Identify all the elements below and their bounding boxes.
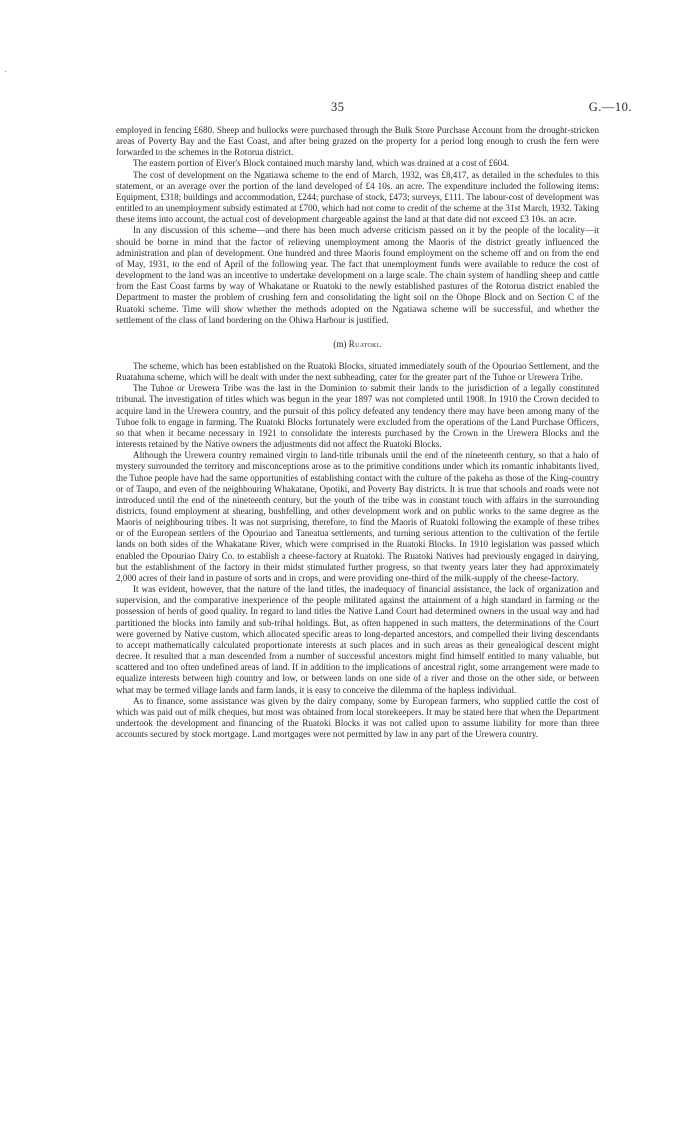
scan-speck <box>5 71 6 72</box>
paragraph: It was evident, however, that the nature of the land titles, the inadequacy of financial assistance, the lack of organization and supervision, and the comparative inexperience of the people militated against the attainment of a high standard in farming or the possession of herds of good quality. In regard to land titles the Native Land Court had determined owners in the usual way and had partitioned the blocks into family and sub-tribal holdings. But, as often happened in such matters, the determinations of the Court were governed by Native custom, which allocated specific areas to long-departed ancestors, and compelled their living descendants to accept mathematically calculated proportionate interests at such places and in such areas as their genealogical descent might decree. It resulted that a man descended from a number of successful ancestors might find himself entitled to many valuable, but scattered and too often undefined areas of land. If in addition to the implications of ancestral right, some arrangement were made to equalize interests between high country and low, or between lands on one side of a river and those on the other side, or between what may be termed village lands and farm lands, it is easy to conceive the dilemma of the hapless individual. <box>116 584 599 695</box>
paragraph: employed in fencing £680. Sheep and bullocks were purchased through the Bulk Store Purchase Account from the drought-stricken areas of Poverty Bay and the East Coast, and after being grazed on the property for a period long enough to crush the fern were forwarded to the schemes in the Rotorua district. <box>116 125 599 158</box>
paragraph: The eastern portion of Eiver's Block contained much marshy land, which was drained at a cost of £604. <box>133 158 510 169</box>
paragraph: The scheme, which has been established on the Ruatoki Blocks, situated immediately south of the Opouriao Settlement, and the Ruatahuna scheme, which will be dealt with under the next subheading, cater for the greater part of the Tuhoe or Urewera Tribe. <box>116 360 599 383</box>
paragraph: As to finance, some assistance was given by the dairy company, some by European farmers, who supplied cattle the cost of which was paid out of milk cheques, but most was obtained from local storekeepers. It may be stated here that when the Department undertook the development and financing of the Ruatoki Blocks it was not called upon to assume liability for more than three accounts secured by stock mortgage. Land mortgages were not permitted by law in any part of the Urewera country. <box>116 695 599 740</box>
page-header <box>0 100 700 116</box>
document-code: G.—10. <box>588 100 632 114</box>
paragraph: In any discussion of this scheme—and there has been much adverse criticism passed on it by the people of the locality—it should be borne in mind that the factor of relieving unemployment among the Maoris of the district greatly influenced the administration and plan of development. One hundred and three Maoris found employment on the scheme off and on from the end of May, 1931, to the end of April of the following year. The fact that unemployment funds were available to reduce the cost of development to the land was an incentive to undertake development on a large scale. The chain system of handling sheep and cattle from the East Coast farms by way of Whakatane or Ruatoki to the newly established pastures of the Rotorua district enabled the Department to master the problem of crushing fern and consolidating the light soil on the Ohope Block and on Section C of the Ruatoki scheme. Time will show whether the methods adopted on the Ngatiawa scheme will be successful, and whether the settlement of the class of land bordering on the Ohiwa Harbour is justified. <box>116 225 599 325</box>
section-heading <box>116 339 599 350</box>
section-heading-prefix: (m) <box>333 338 347 349</box>
body-text <box>116 125 599 740</box>
section-heading-title: Ruatoki. <box>348 338 382 349</box>
paragraph: Although the Urewera country remained virgin to land-title tribunals until the end of the nineteenth century, so that a halo of mystery surrounded the territory and misconceptions arose as to the primitive conditions under which its romantic inhabitants lived, the Tuhoe people have had the same opportunities of establishing contact with the culture of the pakeha as those of the King-country or of Taupo, and even of the neighbouring Whakatane, Opotiki, and Poverty Bay districts. It is true that schools and roads were not introduced until the end of the nineteenth century, but the youth of the tribe was in constant touch with affairs in the surrounding districts, found employment at shearing, bushfelling, and other development work and on public works to the same degree as the Maoris of neighbouring tribes. It was not surprising, therefore, to find the Maoris of Ruatoki following the example of these tribes or of the European settlers of the Opouriao and Taneatua settlements, and turning serious attention to the cultivation of the fertile lands on both sides of the Whakatane River, which were comprised in the Ruatoki Blocks. In 1910 legislation was passed which enabled the Opouriao Dairy Co. to establish a cheese-factory at Ruatoki. The Ruatoki Natives had previously engaged in dairying, but the establishment of the factory in their midst stimulated further progress, so that twenty years later they had approximately 2,000 acres of their land in pasture of sorts and in crops, and were providing one-third of the milk-supply of the cheese-factory. <box>116 450 599 583</box>
paragraph: The Tuhoe or Urewera Tribe was the last in the Dominion to submit their lands to the jurisdiction of a legally constituted tribunal. The investigation of titles which was begun in the year 1897 was not completed until 1908. In 1910 the Crown decided to acquire land in the Urewera country, and the pursuit of this policy defeated any tendency there may have been among many of the Tuhoe folk to engage in farming. The Ruatoki Blocks fortunately were excluded from the operations of the Land Purchase Officers, so that when it became necessary in 1921 to consolidate the interests purchased by the Crown in the Urewera Blocks and the interests retained by the Native owners the adjustments did not affect the Ruatoki Blocks. <box>116 383 599 450</box>
page-number: 35 <box>331 100 345 114</box>
paragraph: The cost of development on the Ngatiawa scheme to the end of March, 1932, was £8,417, as detailed in the schedules to this statement, or an average over the portion of the land developed of £4 10s. an acre. The expenditure included the following items: Equipment, £318; buildings and accommodation, £244; purchase of stock, £473; surveys, £111. The labour-cost of development was entitled to an unemployment subsidy estimated at £700, which had not come to credit of the scheme at the 31st March, 1932. Taking these items into account, the actual cost of development chargeable against the land at that date did not exceed £3 10s. an acre. <box>116 169 599 225</box>
